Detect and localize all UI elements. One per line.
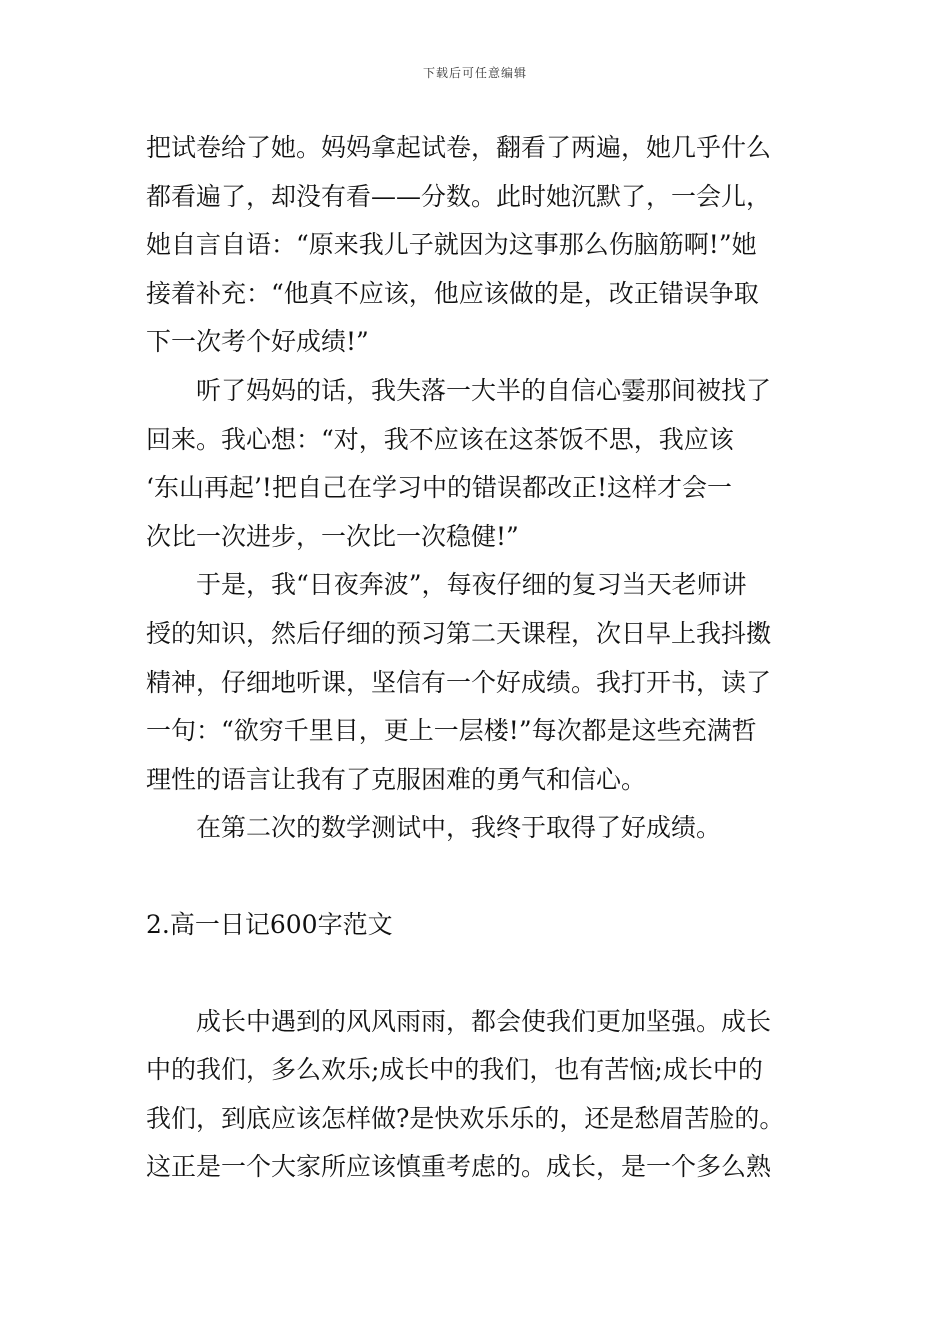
text-line: ‘东山再起’!把自己在学习中的错误都改正!这样才会一 <box>146 473 732 503</box>
text-line: 成长中遇到的风风雨雨，都会使我们更加坚强。成长 <box>146 1006 772 1036</box>
text-line: 在第二次的数学测试中，我终于取得了好成绩。 <box>146 813 722 843</box>
text-line: 精神，仔细地听课，坚信有一个好成绩。我打开书，读了 <box>146 667 772 697</box>
text-line: 听了妈妈的话，我失落一大半的自信心霎那间被找了 <box>146 375 772 405</box>
text-line: 于是，我“日夜奔波”，每夜仔细的复习当天老师讲 <box>146 570 747 600</box>
text-line: 都看遍了，却没有看——分数。此时她沉默了，一会儿， <box>146 181 772 211</box>
text-line: 我们，到底应该怎样做?是快欢乐乐的，还是愁眉苦脸的。 <box>146 1103 785 1133</box>
document-body <box>146 124 810 1192</box>
section-heading: 2.高一日记600字范文 <box>146 909 393 939</box>
text-line: 理性的语言让我有了克服困难的勇气和信心。 <box>146 764 647 794</box>
text-line: 这正是一个大家所应该慎重考虑的。成长，是一个多么熟 <box>146 1152 772 1182</box>
text-line: 回来。我心想：“对，我不应该在这茶饭不思，我应该 <box>146 424 734 454</box>
text-line: 下一次考个好成绩!” <box>146 327 369 357</box>
text-line: 接着补充：“他真不应该，他应该做的是，改正错误争取 <box>146 278 759 308</box>
text-line: 把试卷给了她。妈妈拿起试卷，翻看了两遍，她几乎什么 <box>146 133 772 162</box>
text-line: 次比一次进步，一次比一次稳健!” <box>146 521 519 551</box>
text-line: 授的知识，然后仔细的预习第二天课程，次日早上我抖擞 <box>146 618 772 648</box>
text-line: 她自言自语：“原来我儿子就因为这事那么伤脑筋啊!”她 <box>146 230 757 260</box>
text-line: 一句：“欲穷千里目，更上一层楼!”每次都是这些充满哲 <box>146 716 757 746</box>
page-header-note: 下载后可任意编辑 <box>422 66 527 80</box>
text-line: 中的我们，多么欢乐;成长中的我们，也有苦恼;成长中的 <box>146 1055 763 1085</box>
